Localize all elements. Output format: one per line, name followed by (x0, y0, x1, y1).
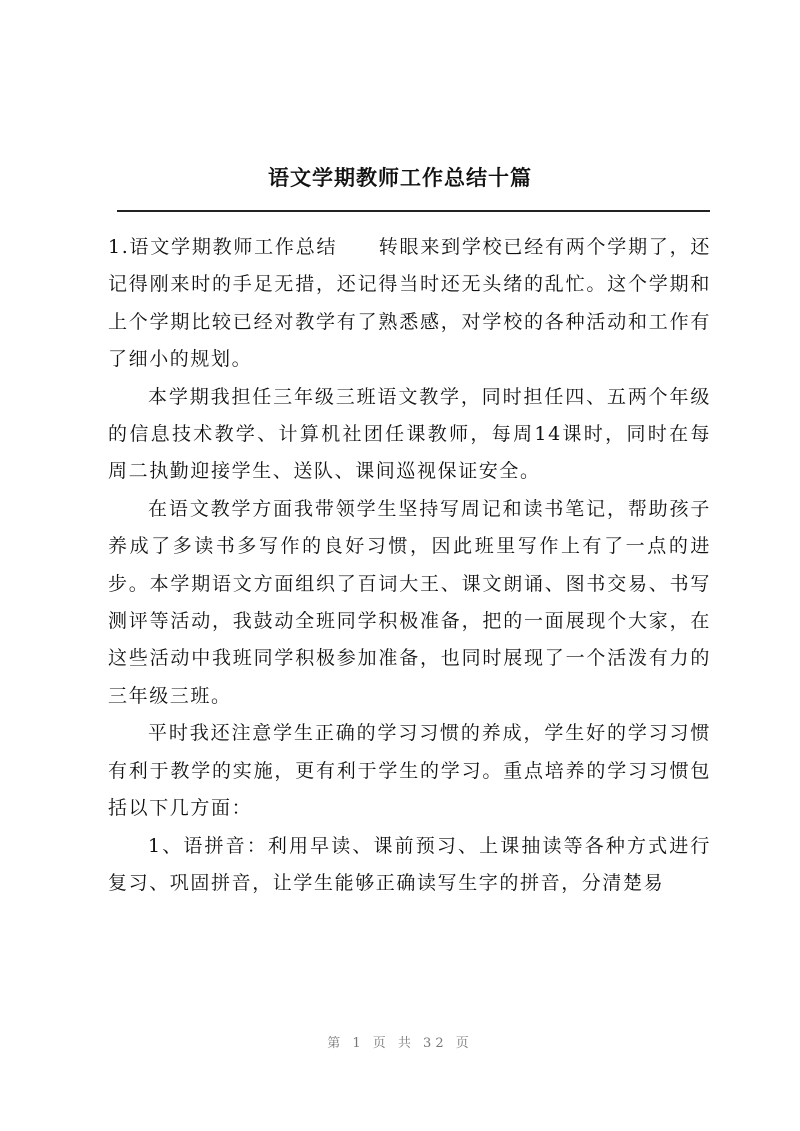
paragraph-1: 1.语文学期教师工作总结 转眼来到学校已经有两个学期了，还记得刚来时的手足无措，还记得当时还无头绪的乱忙。这个学期和上个学期比较已经对教学有了熟悉感，对学校的各种活动和工作有了细小的规划。 (108, 236, 711, 371)
document-body (108, 229, 711, 902)
page-number-footer: 第 1 页 共 32 页 (327, 1036, 473, 1051)
title-divider (117, 210, 710, 212)
paragraph-2: 本学期我担任三年级三班语文教学，同时担任四、五两个年级的信息技术教学、计算机社团任课教师，每周14课时，同时在每周二执勤迎接学生、送队、课间巡视保证安全。 (108, 385, 711, 483)
paragraph-5: 1、语拼音：利用早读、课前预习、上课抽读等各种方式进行复习、巩固拼音，让学生能够正确读写生字的拼音，分清楚易 (108, 834, 711, 894)
paragraph-3: 在语文教学方面我带领学生坚持写周记和读书笔记，帮助孩子养成了多读书多写作的良好习惯，因此班里写作上有了一点的进步。本学期语文方面组织了百词大王、课文朗诵、图书交易、书写测评等活动，我鼓动全班同学积极准备，把的一面展现个大家，在这些活动中我班同学积极参加准备，也同时展现了一个活泼有力的三年级三班。 (108, 497, 711, 707)
document-title: 语文学期教师工作总结十篇 (268, 166, 532, 190)
paragraph-4: 平时我还注意学生正确的学习习惯的养成，学生好的学习习惯有利于教学的实施，更有利于学生的学习。重点培养的学习习惯包括以下几方面： (108, 722, 711, 820)
